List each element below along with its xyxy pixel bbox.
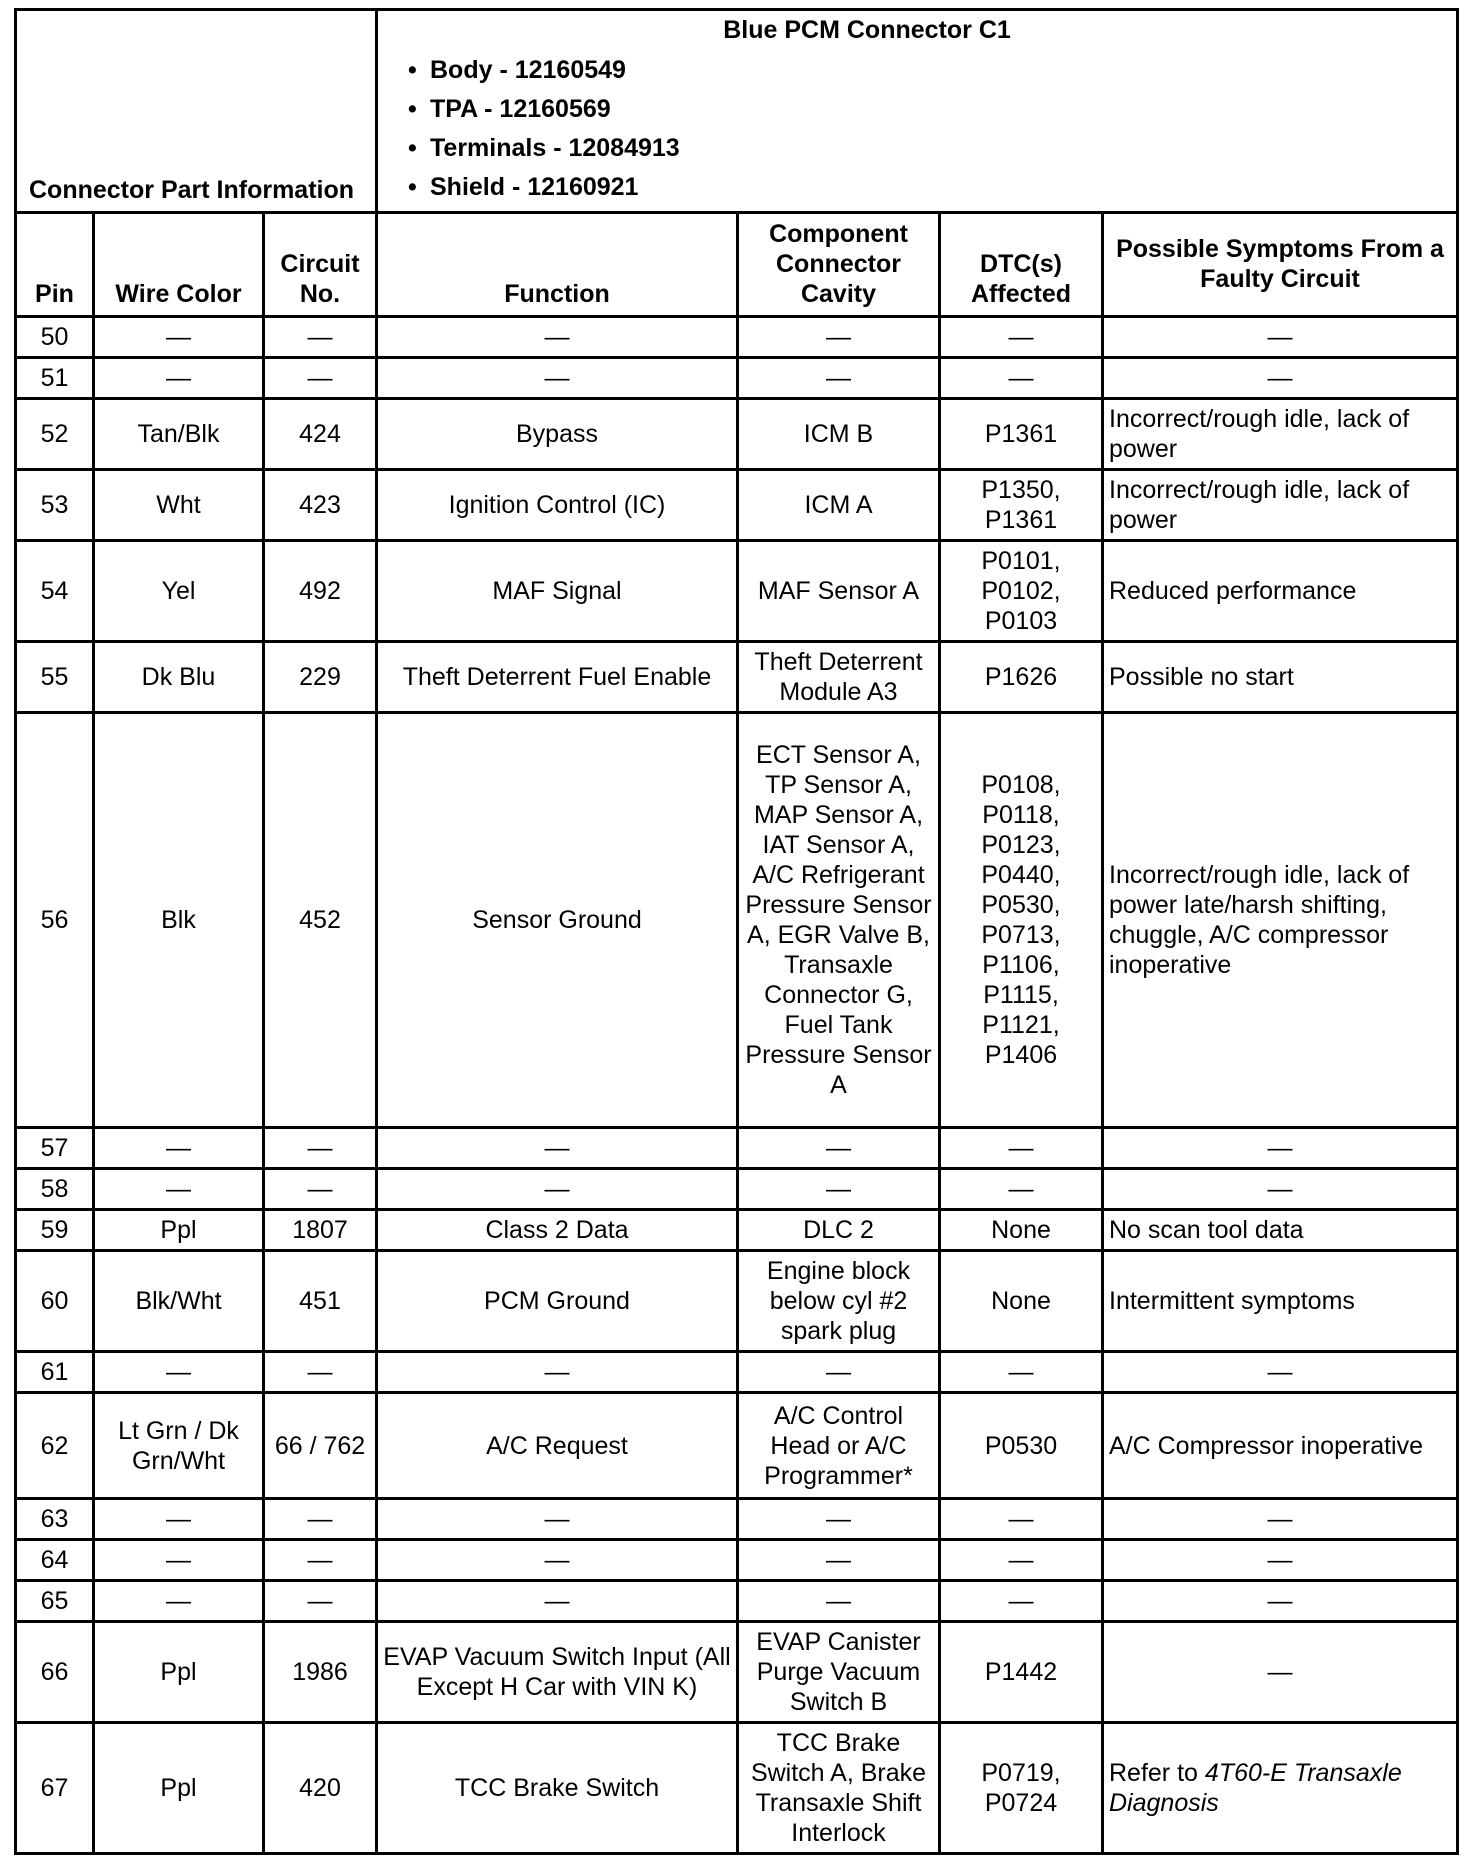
cell-symptoms: — [1103,317,1458,358]
cell-dtc: P0108, P0118, P0123, P0440, P0530, P0713, P1106, P1115, P1121, P1406 [940,713,1103,1128]
cell-circuit: — [264,1169,377,1210]
cell-cavity: — [738,1540,940,1581]
cell-pin: 66 [16,1622,94,1723]
cell-function: — [377,358,738,399]
cell-pin: 60 [16,1251,94,1352]
cell-wire: — [94,1499,264,1540]
cell-cavity: EVAP Canister Purge Vacuum Switch B [738,1622,940,1723]
table-row [16,317,1458,358]
cell-cavity: Engine block below cyl #2 spark plug [738,1251,940,1352]
cell-circuit: 66 / 762 [264,1393,377,1499]
cell-cavity: Theft Deterrent Module A3 [738,642,940,713]
cell-wire: Yel [94,541,264,642]
cell-pin: 61 [16,1352,94,1393]
table-row [16,713,1458,1128]
table-row [16,358,1458,399]
cell-symptoms: Reduced performance [1103,541,1458,642]
cell-pin: 51 [16,358,94,399]
col-header-cavity: Component Connector Cavity [738,213,940,317]
cell-cavity: — [738,1128,940,1169]
cell-wire: — [94,1169,264,1210]
cell-circuit: 1986 [264,1622,377,1723]
cell-symptoms: Possible no start [1103,642,1458,713]
cell-function: — [377,1499,738,1540]
cell-circuit: 423 [264,470,377,541]
cell-pin: 63 [16,1499,94,1540]
cell-symptoms: — [1103,1499,1458,1540]
table-row [16,1352,1458,1393]
header-row [16,10,1458,213]
col-header-wire-color: Wire Color [94,213,264,317]
symptom-text: Refer to [1109,1759,1198,1787]
cell-cavity: — [738,317,940,358]
cell-symptoms: — [1103,1581,1458,1622]
cell-cavity: — [738,1499,940,1540]
part-number-body: • Body - 12160549 [408,51,1446,90]
cell-wire: — [94,1540,264,1581]
col-header-circuit: Circuit No. [264,213,377,317]
cell-cavity: — [738,1169,940,1210]
cell-dtc: — [940,1128,1103,1169]
cell-wire: — [94,317,264,358]
cell-dtc: — [940,1352,1103,1393]
cell-cavity: — [738,1581,940,1622]
cell-pin: 56 [16,713,94,1128]
cell-function: — [377,1169,738,1210]
cell-pin: 53 [16,470,94,541]
cell-cavity: ICM A [738,470,940,541]
cell-pin: 57 [16,1128,94,1169]
cell-dtc: None [940,1251,1103,1352]
cell-symptoms: — [1103,358,1458,399]
cell-wire: Blk/Wht [94,1251,264,1352]
cell-cavity: MAF Sensor A [738,541,940,642]
col-header-pin: Pin [16,213,94,317]
cell-pin: 65 [16,1581,94,1622]
connector-part-info-label: Connector Part Information [16,10,377,213]
cell-pin: 67 [16,1723,94,1854]
cell-function: Ignition Control (IC) [377,470,738,541]
cell-symptoms [1103,1723,1458,1854]
cell-wire: Blk [94,713,264,1128]
cell-cavity: A/C Control Head or A/C Programmer* [738,1393,940,1499]
cell-circuit: 229 [264,642,377,713]
cell-wire: Ppl [94,1210,264,1251]
cell-pin: 59 [16,1210,94,1251]
cell-cavity: — [738,1352,940,1393]
connector-details [377,10,1458,213]
cell-function: — [377,1128,738,1169]
cell-pin: 62 [16,1393,94,1499]
cell-dtc: P0101, P0102, P0103 [940,541,1103,642]
cell-circuit: — [264,1128,377,1169]
cell-dtc: — [940,317,1103,358]
cell-circuit: — [264,1581,377,1622]
cell-function: MAF Signal [377,541,738,642]
table-row [16,399,1458,470]
cell-pin: 58 [16,1169,94,1210]
cell-pin: 54 [16,541,94,642]
cell-function: — [377,1581,738,1622]
cell-symptoms: — [1103,1169,1458,1210]
table-row [16,1128,1458,1169]
table-row [16,1581,1458,1622]
col-header-dtc: DTC(s) Affected [940,213,1103,317]
cell-dtc: P0530 [940,1393,1103,1499]
cell-dtc: P1442 [940,1622,1103,1723]
cell-wire: Lt Grn / Dk Grn/Wht [94,1393,264,1499]
table-row [16,1393,1458,1499]
cell-wire: Wht [94,470,264,541]
table-row [16,1210,1458,1251]
cell-function: — [377,1352,738,1393]
cell-circuit: — [264,358,377,399]
cell-function: Sensor Ground [377,713,738,1128]
cell-function: A/C Request [377,1393,738,1499]
cell-wire: — [94,358,264,399]
cell-circuit: — [264,1499,377,1540]
cell-circuit: 420 [264,1723,377,1854]
manual-reference: 4T60-E Transaxle Diagnosis [1109,1759,1402,1817]
cell-cavity: TCC Brake Switch A, Brake Transaxle Shift Interlock [738,1723,940,1854]
cell-dtc: — [940,1540,1103,1581]
cell-dtc: — [940,358,1103,399]
cell-dtc: P1350, P1361 [940,470,1103,541]
cell-cavity: ICM B [738,399,940,470]
cell-function: PCM Ground [377,1251,738,1352]
cell-symptoms: Incorrect/rough idle, lack of power late/harsh shifting, chuggle, A/C compressor inoperative [1103,713,1458,1128]
part-number-shield: • Shield - 12160921 [408,168,1446,207]
cell-dtc: P0719, P0724 [940,1723,1103,1854]
cell-symptoms: — [1103,1128,1458,1169]
table-row [16,1169,1458,1210]
table-body [16,317,1458,1854]
table-row [16,1540,1458,1581]
cell-pin: 50 [16,317,94,358]
cell-wire: — [94,1581,264,1622]
cell-function: Class 2 Data [377,1210,738,1251]
cell-circuit: 492 [264,541,377,642]
cell-dtc: P1626 [940,642,1103,713]
cell-cavity: DLC 2 [738,1210,940,1251]
pin-table [14,8,1459,1855]
table-row [16,1251,1458,1352]
col-header-symptoms: Possible Symptoms From a Faulty Circuit [1103,213,1458,317]
cell-symptoms: Incorrect/rough idle, lack of power [1103,399,1458,470]
cell-wire: Ppl [94,1622,264,1723]
column-header-row [16,213,1458,317]
cell-function: TCC Brake Switch [377,1723,738,1854]
cell-wire: Dk Blu [94,642,264,713]
cell-circuit: 452 [264,713,377,1128]
table-row [16,470,1458,541]
cell-function: Bypass [377,399,738,470]
part-number-terminals: • Terminals - 12084913 [408,129,1446,168]
cell-symptoms: No scan tool data [1103,1210,1458,1251]
cell-circuit: — [264,1352,377,1393]
cell-dtc: P1361 [940,399,1103,470]
cell-pin: 52 [16,399,94,470]
cell-circuit: 451 [264,1251,377,1352]
col-header-function: Function [377,213,738,317]
table-row [16,1499,1458,1540]
table-row [16,1622,1458,1723]
cell-symptoms: — [1103,1540,1458,1581]
connector-document [14,8,1456,1856]
cell-circuit: — [264,317,377,358]
table-row [16,1723,1458,1854]
table-row [16,541,1458,642]
cell-dtc: — [940,1169,1103,1210]
cell-function: — [377,1540,738,1581]
connector-title: Blue PCM Connector C1 [723,16,1011,44]
table-row [16,642,1458,713]
cell-circuit: 1807 [264,1210,377,1251]
part-number-tpa: • TPA - 12160569 [408,90,1446,129]
cell-symptoms: A/C Compressor inoperative [1103,1393,1458,1499]
cell-function: Theft Deterrent Fuel Enable [377,642,738,713]
cell-function: EVAP Vacuum Switch Input (All Except H Car with VIN K) [377,1622,738,1723]
cell-wire: — [94,1352,264,1393]
cell-dtc: — [940,1581,1103,1622]
cell-symptoms: Intermittent symptoms [1103,1251,1458,1352]
cell-circuit: — [264,1540,377,1581]
cell-cavity: — [738,358,940,399]
cell-pin: 55 [16,642,94,713]
cell-cavity: ECT Sensor A, TP Sensor A, MAP Sensor A, IAT Sensor A, A/C Refrigerant Pressure Sensor A, EGR Valve B, Transaxle Connector G, Fuel Tank Pressure Sensor A [738,713,940,1128]
cell-wire: — [94,1128,264,1169]
cell-symptoms: — [1103,1352,1458,1393]
cell-wire: Ppl [94,1723,264,1854]
cell-dtc: — [940,1499,1103,1540]
cell-circuit: 424 [264,399,377,470]
cell-dtc: None [940,1210,1103,1251]
cell-function: — [377,317,738,358]
cell-symptoms: — [1103,1622,1458,1723]
part-number-list [408,51,1446,207]
cell-symptoms: Incorrect/rough idle, lack of power [1103,470,1458,541]
cell-wire: Tan/Blk [94,399,264,470]
cell-pin: 64 [16,1540,94,1581]
